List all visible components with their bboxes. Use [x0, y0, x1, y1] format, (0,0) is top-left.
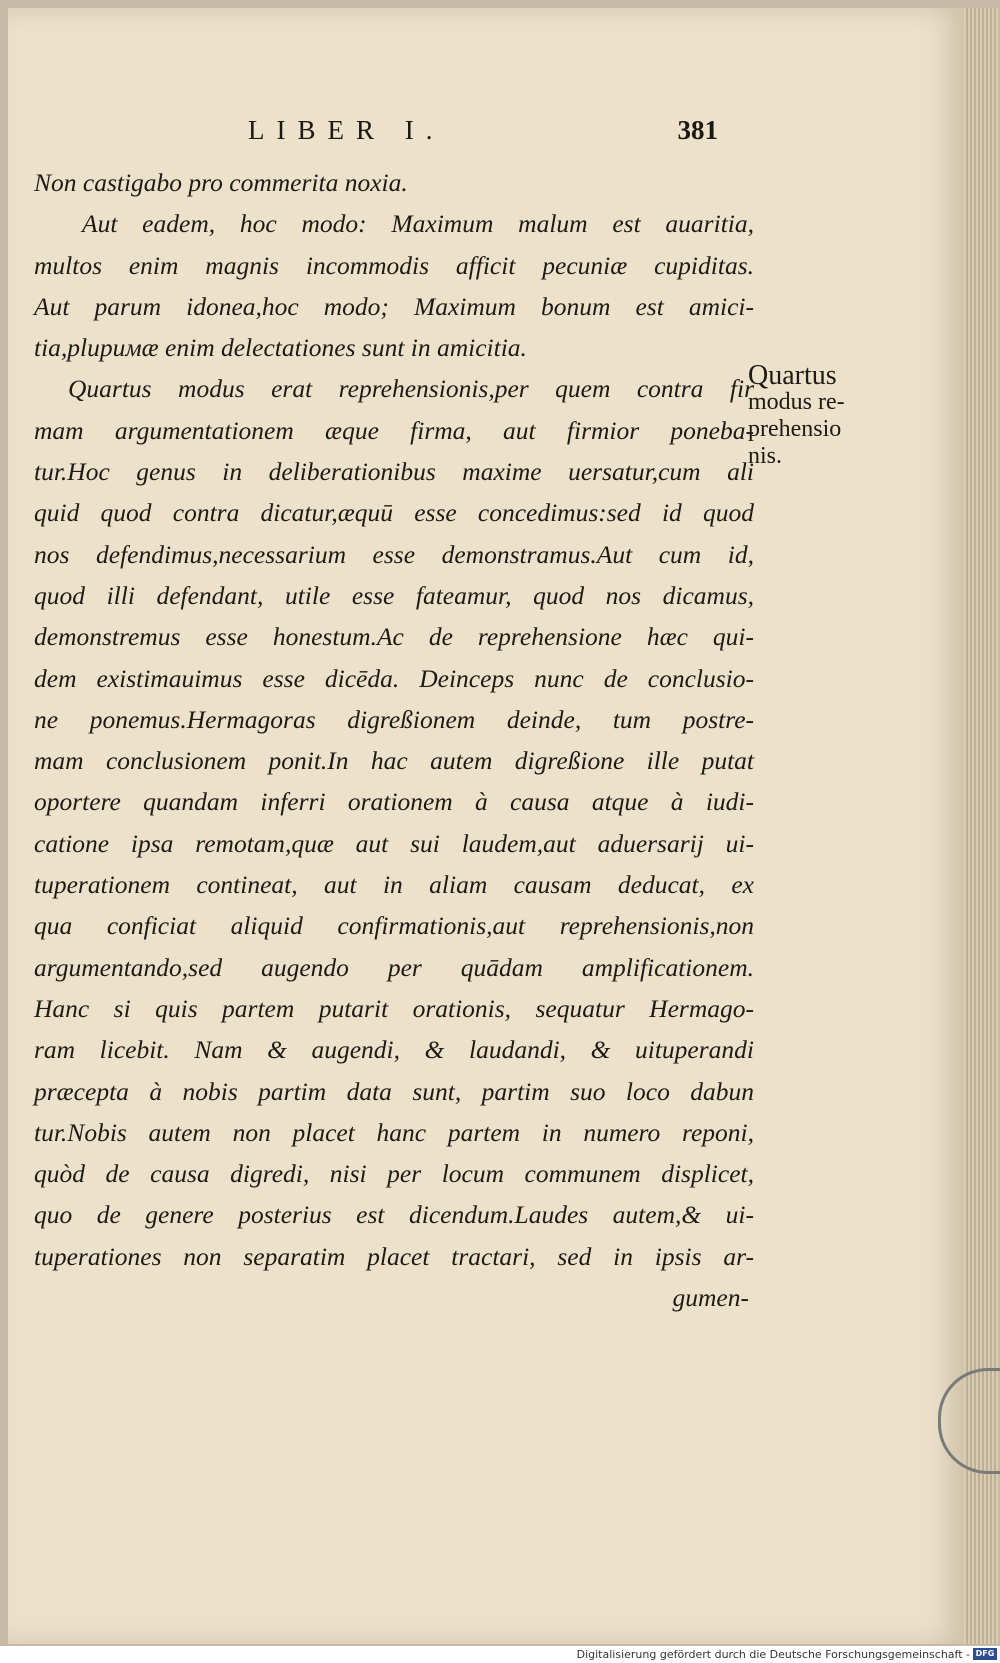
text-line: ram licebit. Nam & augendi, & laudandi, & uituperandi — [34, 1035, 754, 1065]
text-line: Quartus modus erat reprehensionis,per quem contra fir — [68, 374, 754, 404]
running-title: LIBER I. — [248, 115, 445, 145]
text-line: quo de genere posterius est dicendum.Laudes autem,& ui- — [34, 1200, 754, 1230]
text-line: oportere quandam inferri orationem à causa atque à iudi- — [34, 787, 754, 817]
page-number: 381 — [677, 115, 718, 145]
text-line: mam argumentationem æque firma, aut firmior poneba- — [34, 415, 754, 445]
text-line: argumentando,sed augendo per quādam amplificationem. — [34, 952, 754, 982]
text-line: quòd de causa digredi, nisi per locum communem displicet, — [34, 1159, 754, 1189]
catchword: gumen- — [672, 1283, 749, 1313]
page-header — [248, 115, 718, 155]
text-line: tia,pluримæ enim delectationes sunt in amicitia. — [34, 333, 527, 363]
text-line: tur.Nobis autem non placet hanc partem in numero reponi, — [34, 1117, 754, 1147]
text-line: Aut parum idonea,hoc modo; Maximum bonum est amici- — [34, 291, 754, 321]
digitization-credit-bar — [0, 1646, 1000, 1663]
text-line: Non castigabo pro commerita noxia. — [34, 168, 408, 197]
text-line: nos defendimus,necessarium esse demonstramus.Aut cum id, — [34, 539, 754, 569]
text-line: tuperationes non separatim placet tractari, sed in ipsis ar- — [34, 1241, 754, 1271]
text-line: qua conficiat aliquid confirmationis,aut reprehensionis,non — [34, 911, 754, 941]
text-line: mam conclusionem ponit.In hac autem digreßione ille putat — [34, 746, 754, 776]
text-line: multos enim magnis incommodis afficit pecuniæ cupiditas. — [34, 250, 754, 280]
margin-note-line: Quartus — [748, 360, 837, 391]
margin-note-line: modus re- — [748, 389, 845, 415]
text-line: tuperationem contineat, aut in aliam causam deducat, ex — [34, 870, 754, 900]
body-text — [34, 162, 754, 1318]
text-line: catione ipsa remotam,quæ aut sui laudem,aut aduersarij ui- — [34, 828, 754, 858]
margin-note — [748, 362, 888, 470]
text-line: Aut eadem, hoc modo: Maximum malum est auaritia, — [82, 209, 754, 239]
margin-note-line: prehensio — [748, 416, 842, 442]
text-line: præcepta à nobis partim data sunt, partim suo loco dabun — [34, 1076, 754, 1106]
text-line: tur.Hoc genus in deliberationibus maxime uersatur,cum ali — [34, 457, 754, 487]
text-line: quid quod contra dicatur,æquū esse concedimus:sed id quod — [34, 498, 754, 528]
margin-note-line: nis. — [748, 443, 783, 469]
text-line: quod illi defendant, utile esse fateamur, quod nos dicamus, — [34, 580, 754, 610]
text-line: demonstremus esse honestum.Ac de reprehensione hæc qui- — [34, 622, 754, 652]
digitization-credit: Digitalisierung gefördert durch die Deutsche Forschungsgemeinschaft - — [576, 1648, 970, 1661]
text-line: dem existimauimus esse dicēda. Deinceps nunc de conclusio- — [34, 663, 754, 693]
text-line: Hanc si quis partem putarit orationis, sequatur Hermago- — [34, 993, 754, 1023]
text-line: ne ponemus.Hermagoras digreßionem deinde, tum postre- — [34, 704, 754, 734]
dfg-logo: DFG — [973, 1648, 997, 1660]
